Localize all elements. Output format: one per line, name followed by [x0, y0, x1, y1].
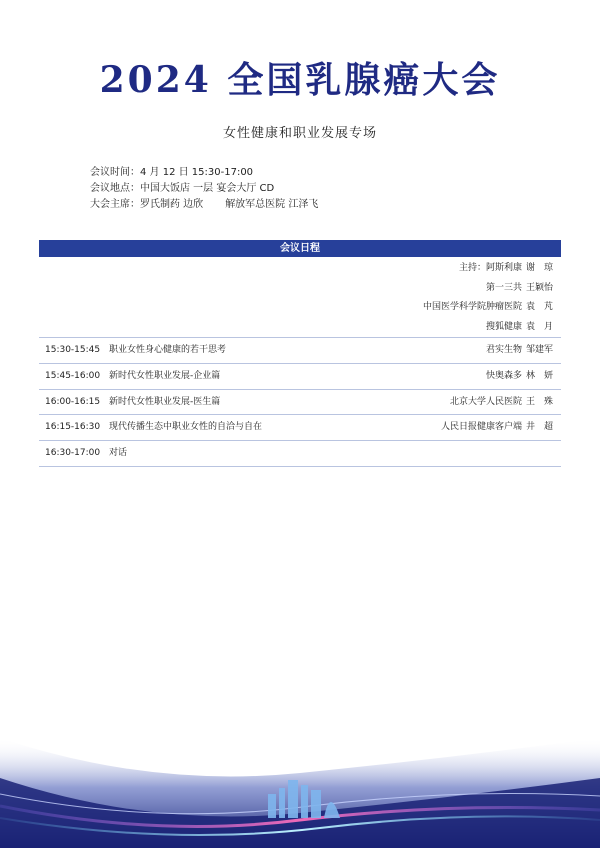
schedule-header: 会议日程 [39, 240, 561, 257]
schedule-table [39, 240, 561, 467]
session-topic: 职业女性身心健康的若干思考 [109, 345, 227, 355]
host-row [39, 279, 561, 299]
session-row [39, 364, 561, 390]
meeting-info [90, 165, 318, 213]
speaker-org: 君实生物 [485, 345, 522, 355]
chair-second: 解放军总医院 江泽飞 [225, 199, 319, 210]
session-row [39, 390, 561, 416]
session-topic: 现代传播生态中职业女性的自洽与自在 [109, 422, 263, 433]
session-row [39, 415, 561, 441]
host-list [39, 257, 561, 338]
session-speaker [486, 364, 553, 389]
speaker-org: 人民日报健康客户端 [440, 422, 522, 433]
host-org: 第一三共 [485, 282, 522, 293]
meeting-location: 会议地点：中国大饭店 一层 宴会大厅 CD [90, 183, 275, 194]
speaker-name: 王 殊 [525, 396, 553, 407]
page-subtitle: 女性健康和职业发展专场 [222, 126, 377, 141]
meeting-time: 会议时间：4 月 12 日 15:30-17:00 [90, 167, 254, 178]
session-speaker [441, 415, 553, 440]
host-row [39, 259, 561, 279]
host-name: 袁 芃 [525, 302, 553, 312]
session-time: 16:00-16:15 [45, 396, 101, 407]
page-title: 2024 全国乳腺癌大会 [99, 59, 501, 101]
speaker-name: 邹建军 [525, 345, 553, 355]
session-row [39, 441, 561, 467]
speaker-name: 井 超 [525, 422, 553, 433]
host-org: 搜狐健康 [485, 321, 522, 332]
host-org: 主持：阿斯利康 [458, 263, 522, 273]
session-time: 16:30-17:00 [45, 448, 101, 459]
session-row [39, 338, 561, 364]
session-topic: 新时代女性职业发展-企业篇 [109, 370, 221, 381]
session-time: 16:15-16:30 [45, 422, 101, 433]
speaker-name: 林 妍 [525, 370, 553, 381]
host-row [39, 298, 561, 318]
speaker-org: 北京大学人民医院 [449, 396, 522, 407]
session-time: 15:30-15:45 [45, 345, 101, 355]
host-name: 谢 琼 [525, 263, 553, 273]
host-name: 王颖怡 [525, 282, 553, 293]
host-row [39, 318, 561, 339]
session-list [39, 338, 561, 467]
chair-first: 大会主席：罗氏制药 边欣 [90, 199, 204, 210]
meeting-chairs [90, 197, 318, 213]
session-speaker [450, 390, 553, 415]
speaker-org: 快奥森多 [485, 370, 522, 381]
session-speaker [486, 338, 553, 363]
host-org: 中国医学科学院肿瘤医院 [422, 302, 522, 312]
session-topic: 对话 [109, 448, 128, 459]
session-topic: 新时代女性职业发展-医生篇 [109, 396, 221, 407]
host-name: 袁 月 [525, 321, 553, 332]
footer-decoration [0, 718, 600, 848]
session-time: 15:45-16:00 [45, 370, 101, 381]
